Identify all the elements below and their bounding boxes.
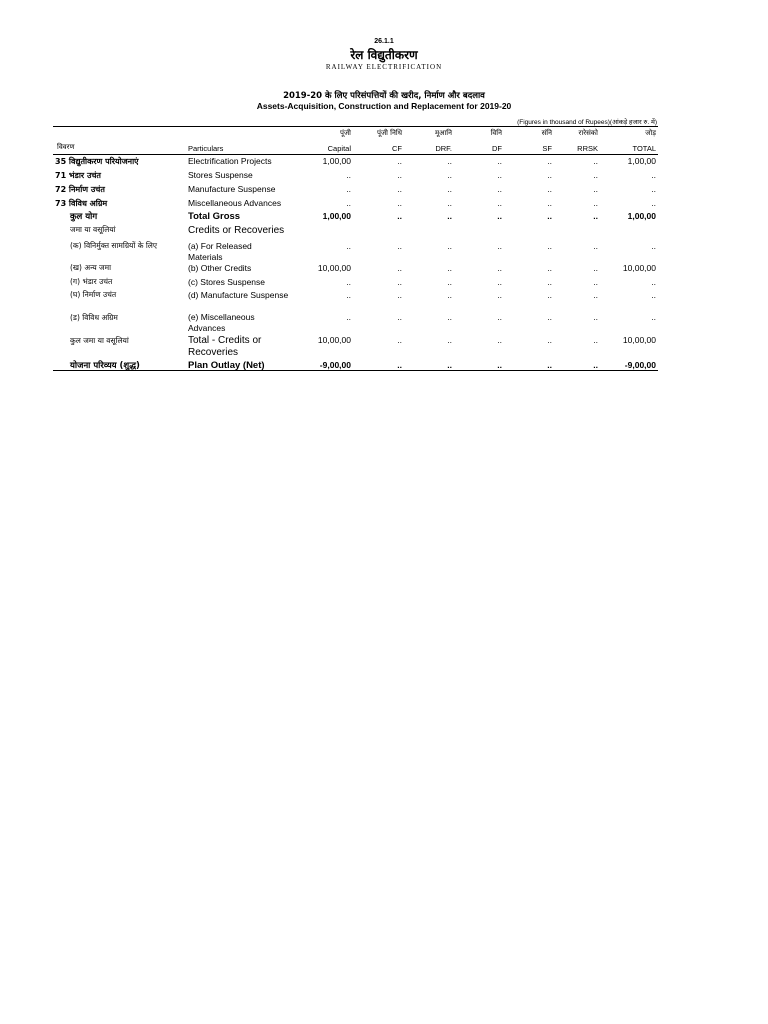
table-cell: .. bbox=[547, 198, 552, 208]
table-row-hindi-label: (घ) निर्माण उचंत bbox=[70, 290, 117, 299]
table-cell: .. bbox=[447, 312, 452, 322]
page-number: 26.1.1 bbox=[374, 38, 394, 45]
table-row-english-label: (b) Other Credits bbox=[188, 263, 252, 273]
table-row-hindi-label: (क) विनिर्मुक्त सामग्रियों के लिए bbox=[70, 241, 158, 250]
header-english-col: DRF. bbox=[435, 144, 452, 153]
header-english-col: Capital bbox=[327, 144, 351, 153]
table-cell: .. bbox=[651, 198, 656, 208]
table-cell: .. bbox=[547, 335, 552, 345]
table-cell: .. bbox=[593, 211, 598, 221]
table-cell: .. bbox=[593, 184, 598, 194]
table-cell: -9,00,00 bbox=[319, 360, 351, 370]
table-row-hindi-label: जमा या वसूलियां bbox=[70, 225, 116, 234]
table-cell: .. bbox=[397, 211, 402, 221]
table-cell: .. bbox=[593, 241, 598, 251]
table-cell: .. bbox=[447, 198, 452, 208]
table-cell: .. bbox=[497, 312, 502, 322]
table-cell: .. bbox=[397, 312, 402, 322]
table-cell: .. bbox=[447, 211, 452, 221]
header-hindi-col: पूंजी bbox=[340, 129, 351, 137]
table-cell: .. bbox=[497, 290, 502, 300]
table-row-hindi-label: (ड) विविध अग्रिम bbox=[70, 313, 118, 322]
table-row-english-label: Credits or Recoveries bbox=[188, 225, 285, 236]
table-row-hindi-label: (ग) भंडार उचंत bbox=[70, 277, 113, 286]
header-english-col: TOTAL bbox=[632, 144, 656, 153]
table-cell: .. bbox=[651, 241, 656, 251]
header-hindi-particulars: विवरण bbox=[57, 143, 75, 151]
table-cell: .. bbox=[447, 335, 452, 345]
header-english-col: SF bbox=[542, 144, 552, 153]
table-row-english-label: Electrification Projects bbox=[188, 156, 272, 166]
header-hindi-col: पूंजी निधि bbox=[376, 129, 402, 137]
hindi-subtitle: 2019-20 के लिए परिसंपत्तियों की खरीद, निर्माण और बदलाव bbox=[283, 91, 485, 101]
table-cell: .. bbox=[547, 290, 552, 300]
table-top-rule bbox=[53, 126, 658, 127]
table-cell: .. bbox=[397, 198, 402, 208]
table-cell: .. bbox=[497, 156, 502, 166]
table-cell: 10,00,00 bbox=[622, 263, 656, 273]
table-cell: .. bbox=[397, 241, 402, 251]
header-hindi-col: संनि bbox=[541, 129, 552, 137]
table-cell: .. bbox=[593, 263, 598, 273]
table-cell: .. bbox=[397, 184, 402, 194]
table-row-english-label: (e) Miscellaneous Advances bbox=[188, 312, 255, 333]
table-cell: .. bbox=[447, 170, 452, 180]
table-cell: 1,00,00 bbox=[627, 211, 656, 221]
header-bottom-rule bbox=[53, 154, 658, 155]
table-row-english-label: Plan Outlay (Net) bbox=[188, 360, 265, 371]
table-cell: .. bbox=[651, 184, 656, 194]
table-cell: .. bbox=[593, 170, 598, 180]
table-row-hindi-label: 35 विद्युतीकरण परियोजनाएं bbox=[55, 157, 139, 166]
table-row-english-label: Stores Suspense bbox=[188, 170, 253, 180]
table-cell: -9,00,00 bbox=[624, 360, 656, 370]
table-cell: 10,00,00 bbox=[317, 263, 351, 273]
table-cell: .. bbox=[346, 290, 351, 300]
table-cell: .. bbox=[447, 360, 452, 370]
table-cell: .. bbox=[593, 290, 598, 300]
table-row-english-label: Manufacture Suspense bbox=[188, 184, 276, 194]
table-cell: .. bbox=[397, 335, 402, 345]
table-cell: .. bbox=[593, 360, 598, 370]
table-cell: .. bbox=[397, 263, 402, 273]
table-cell: .. bbox=[346, 198, 351, 208]
header-hindi-col: जोड़ bbox=[645, 129, 656, 137]
table-cell: .. bbox=[547, 156, 552, 166]
table-cell: .. bbox=[593, 335, 598, 345]
table-cell: .. bbox=[397, 170, 402, 180]
header-english-particulars: Particulars bbox=[188, 144, 224, 153]
table-cell: .. bbox=[593, 198, 598, 208]
table-cell: .. bbox=[346, 184, 351, 194]
header-hindi-col: विनि bbox=[490, 129, 502, 137]
table-row-english-label: Miscellaneous Advances bbox=[188, 198, 282, 208]
table-cell: .. bbox=[447, 184, 452, 194]
table-cell: .. bbox=[547, 184, 552, 194]
table-cell: .. bbox=[447, 156, 452, 166]
table-row-english-label: (c) Stores Suspense bbox=[188, 277, 266, 287]
table-cell: .. bbox=[497, 184, 502, 194]
header-english-col: CF bbox=[392, 144, 402, 153]
table-row-hindi-label: (ख) अन्य जमा bbox=[70, 263, 112, 272]
table-cell: .. bbox=[447, 241, 452, 251]
table-cell: .. bbox=[346, 170, 351, 180]
table-cell: .. bbox=[651, 170, 656, 180]
table-cell: .. bbox=[497, 277, 502, 287]
table-cell: 10,00,00 bbox=[622, 335, 656, 345]
table-cell: .. bbox=[447, 290, 452, 300]
table-cell: .. bbox=[397, 277, 402, 287]
english-subtitle: Assets-Acquisition, Construction and Replacement for 2019-20 bbox=[256, 101, 512, 111]
table-cell: .. bbox=[497, 335, 502, 345]
table-cell: .. bbox=[547, 312, 552, 322]
table-row-hindi-label: योजना परिव्यय (शुद्ध) bbox=[70, 361, 140, 371]
table-cell: .. bbox=[547, 263, 552, 273]
table-cell: .. bbox=[593, 156, 598, 166]
table-cell: .. bbox=[397, 290, 402, 300]
table-cell: .. bbox=[497, 198, 502, 208]
table-row-hindi-label: कुल जमा या वसूलियां bbox=[70, 336, 129, 345]
table-row-english-label: (a) For Released Materials bbox=[188, 241, 252, 262]
table-row-hindi-label: 72 निर्माण उचंत bbox=[55, 185, 105, 194]
table-cell: .. bbox=[397, 360, 402, 370]
table-row-english-label: Total - Credits or Recoveries bbox=[188, 335, 262, 358]
table-cell: .. bbox=[346, 277, 351, 287]
table-cell: .. bbox=[593, 277, 598, 287]
table-cell: .. bbox=[346, 312, 351, 322]
english-title: RAILWAY ELECTRIFICATION bbox=[325, 63, 443, 71]
table-cell: .. bbox=[547, 241, 552, 251]
table-bottom-rule bbox=[53, 370, 658, 371]
table-cell: 1,00,00 bbox=[322, 211, 351, 221]
header-english-col: RRSK bbox=[577, 144, 598, 153]
table-cell: .. bbox=[651, 312, 656, 322]
table-cell: .. bbox=[397, 156, 402, 166]
header-english-col: DF bbox=[492, 144, 502, 153]
table-cell: .. bbox=[547, 277, 552, 287]
table-cell: .. bbox=[497, 360, 502, 370]
table-cell: .. bbox=[447, 263, 452, 273]
table-cell: .. bbox=[346, 241, 351, 251]
header-hindi-col: रारेसंको bbox=[578, 129, 598, 137]
table-cell: .. bbox=[651, 277, 656, 287]
table-cell: 10,00,00 bbox=[317, 335, 351, 345]
table-cell: .. bbox=[547, 170, 552, 180]
table-row-hindi-label: कुल योग bbox=[70, 212, 98, 222]
header-hindi-col: मूआनि bbox=[434, 129, 452, 137]
table-cell: 1,00,00 bbox=[627, 156, 656, 166]
table-row-english-label: Total Gross bbox=[188, 211, 241, 222]
table-cell: .. bbox=[547, 360, 552, 370]
table-cell: .. bbox=[593, 312, 598, 322]
table-cell: .. bbox=[547, 211, 552, 221]
table-cell: .. bbox=[497, 170, 502, 180]
table-row-hindi-label: 73 विविध अग्रिम bbox=[55, 199, 108, 208]
table-cell: 1,00,00 bbox=[322, 156, 351, 166]
figures-note: (Figures in thousand of Rupees)(आंकड़े हजार रु. में) bbox=[517, 119, 657, 126]
table-cell: .. bbox=[497, 211, 502, 221]
table-cell: .. bbox=[447, 277, 452, 287]
table-cell: .. bbox=[651, 290, 656, 300]
table-cell: .. bbox=[497, 263, 502, 273]
table-row-english-label: (d) Manufacture Suspense bbox=[188, 290, 289, 300]
hindi-title: रेल विद्युतीकरण bbox=[350, 48, 418, 62]
table-cell: .. bbox=[497, 241, 502, 251]
table-row-hindi-label: 71 भंडार उचंत bbox=[55, 171, 101, 180]
